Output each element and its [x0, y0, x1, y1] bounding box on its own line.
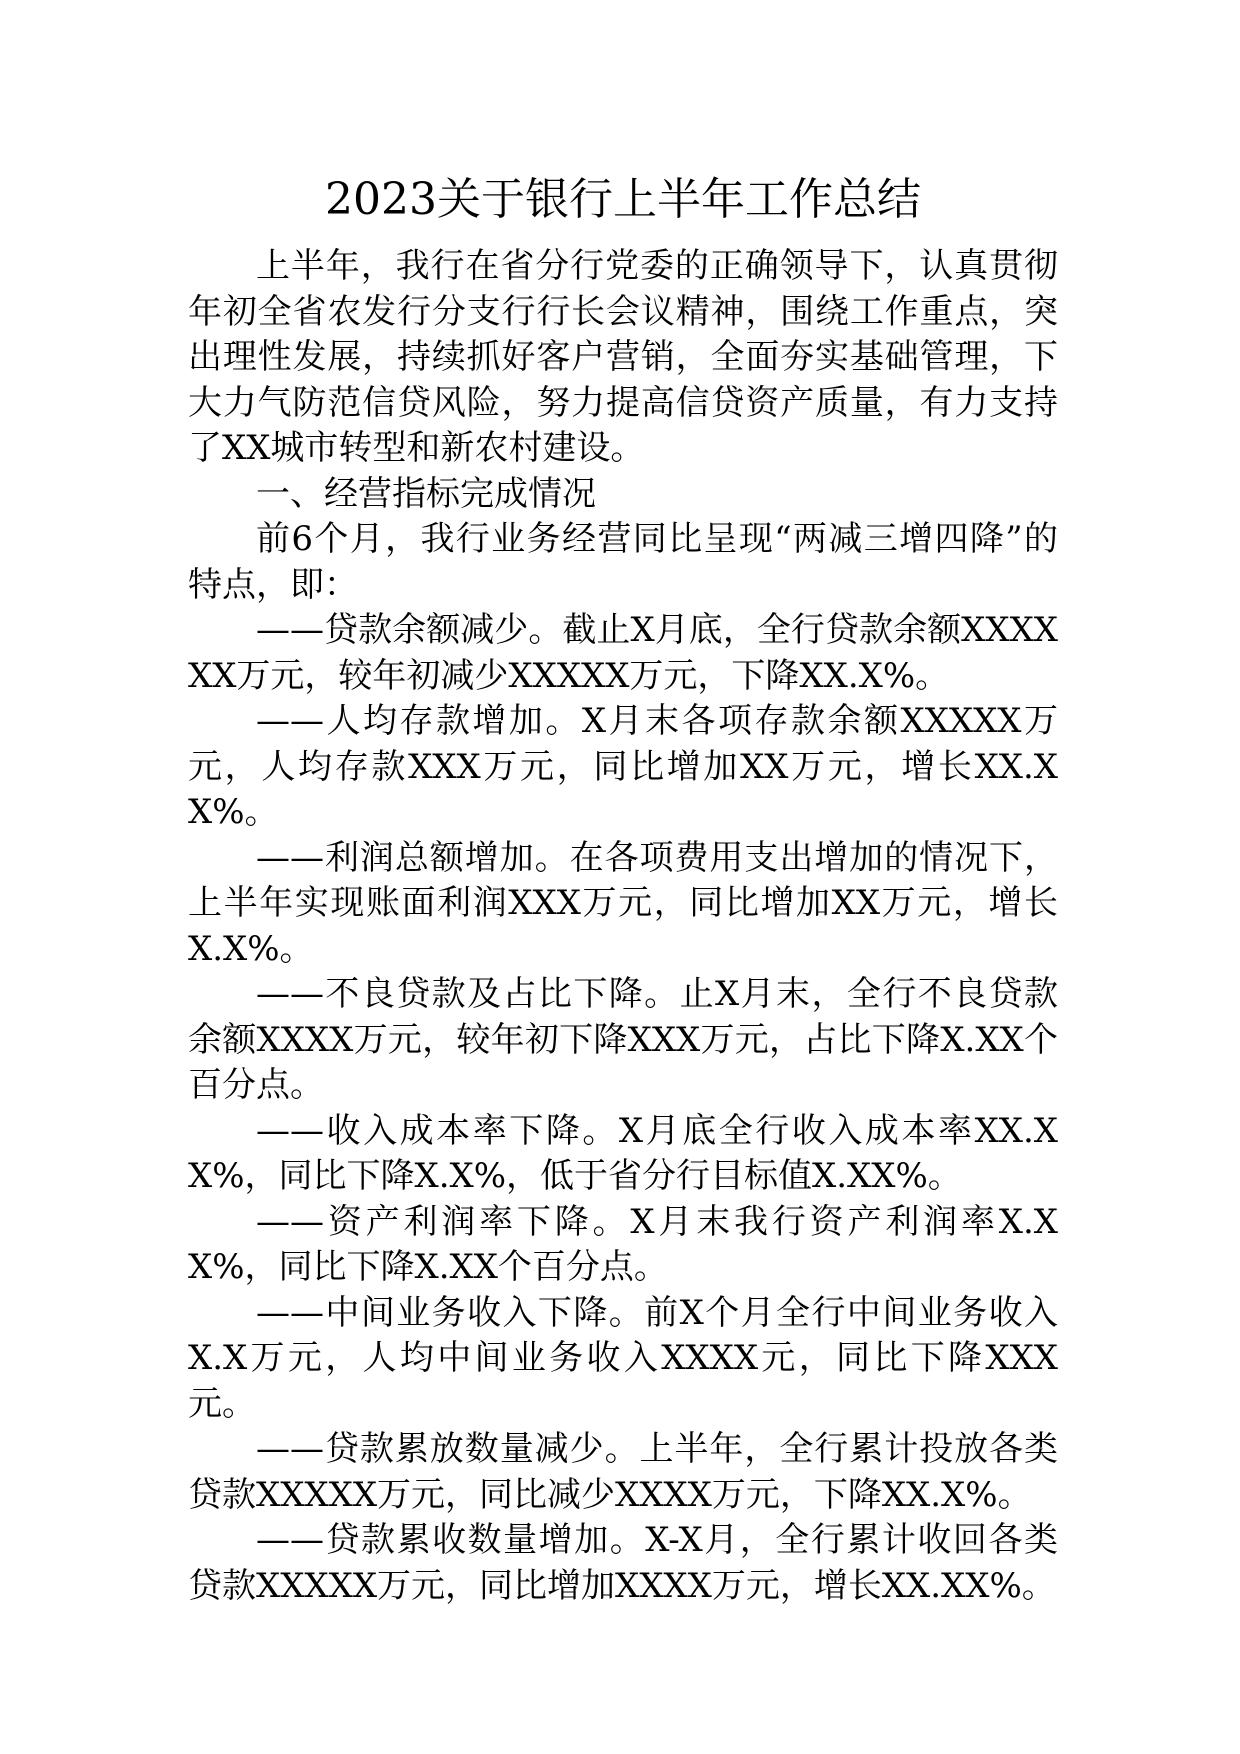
paragraph-bad-loans: ——不良贷款及占比下降。止X月末，全行不良贷款余额XXXX万元，较年初下降XXX万元，占比下降X.XX个百分点。 [188, 974, 1058, 1105]
paragraph-deposits: ——人均存款增加。X月末各项存款余额XXXXX万元，人均存款XXX万元，同比增加XX万元，增长XX.XX%。 [188, 701, 1058, 832]
paragraph-asset-profit: ——资产利润率下降。X月末我行资产利润率X.XX%，同比下降X.XX个百分点。 [188, 1201, 1058, 1287]
paragraph-loan-issuance: ——贷款累放数量减少。上半年，全行累计投放各类贷款XXXXX万元，同比减少XXXX万元，下降XX.X%。 [188, 1429, 1058, 1515]
paragraph-loan-balance: ——贷款余额减少。截止X月底，全行贷款余额XXXXXX万元，较年初减少XXXXX万元，下降XX.X%。 [188, 610, 1058, 696]
paragraph-loan-recovery: ——贷款累收数量增加。X-X月，全行累计收回各类贷款XXXXX万元，同比增加XXXX万元，增长XX.XX%。 [188, 1520, 1058, 1606]
paragraph-summary: 前6个月，我行业务经营同比呈现“两减三增四降”的特点，即： [188, 519, 1058, 605]
document-page [188, 0, 1058, 1609]
document-body [188, 244, 1058, 1609]
document-title: 2023关于银行上半年工作总结 [325, 174, 921, 225]
paragraph-intro: 上半年，我行在省分行党委的正确领导下，认真贯彻年初全省农发行分支行行长会议精神，围绕工作重点，突出理性发展，持续抓好客户营销，全面夯实基础管理，下大力气防范信贷风险，努力提高信贷资产质量，有力支持了XX城市转型和新农村建设。 [188, 246, 1058, 468]
paragraph-cost-ratio: ——收入成本率下降。X月底全行收入成本率XX.XX%，同比下降X.X%，低于省分行目标值X.XX%。 [188, 1110, 1058, 1196]
paragraph-intermediary-income: ——中间业务收入下降。前X个月全行中间业务收入X.X万元，人均中间业务收入XXXX元，同比下降XXX元。 [188, 1292, 1058, 1424]
section-heading: 一、经营指标完成情况 [256, 473, 596, 514]
paragraph-profit: ——利润总额增加。在各项费用支出增加的情况下，上半年实现账面利润XXX万元，同比增加XX万元，增长X.X%。 [188, 837, 1058, 969]
